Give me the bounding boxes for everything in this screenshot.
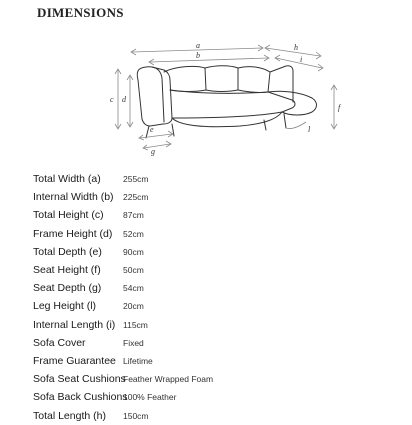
- label-c: c: [110, 95, 114, 104]
- label-g: g: [151, 147, 155, 156]
- spec-row: [33, 297, 393, 315]
- spec-label: Frame Guarantee: [33, 354, 116, 367]
- dim-b-line: [150, 58, 268, 62]
- spec-value: 255cm: [123, 174, 149, 185]
- left-arm-inner: [152, 67, 164, 122]
- left-arm: [137, 67, 172, 126]
- sofa-dimensions-diagram: [0, 30, 412, 160]
- spec-row: [33, 188, 393, 206]
- spec-row: [33, 170, 393, 188]
- spec-value: Feather Wrapped Foam: [123, 374, 214, 385]
- spec-value: 20cm: [123, 301, 144, 312]
- spec-row: [33, 225, 393, 243]
- spec-label: Sofa Cover: [33, 336, 86, 349]
- spec-value: 50cm: [123, 265, 144, 276]
- spec-label: Sofa Seat Cushions: [33, 373, 126, 386]
- dim-i-line: [276, 58, 322, 68]
- spec-row: [33, 316, 393, 334]
- label-f: f: [338, 103, 341, 112]
- spec-label: Total Height (c): [33, 209, 104, 222]
- label-l: l: [308, 125, 311, 134]
- specs-list: [33, 170, 393, 425]
- label-b: b: [196, 51, 200, 60]
- label-h: h: [294, 43, 298, 52]
- spec-row: [33, 334, 393, 352]
- leg-4: [284, 114, 286, 128]
- spec-value: Lifetime: [123, 355, 153, 366]
- spec-label: Total Length (h): [33, 409, 106, 422]
- dim-g-line: [144, 144, 170, 148]
- spec-value: 150cm: [123, 410, 149, 421]
- dim-e-line: [140, 134, 172, 138]
- leg-1: [146, 126, 149, 138]
- dim-l-leader: [286, 122, 306, 129]
- spec-label: Internal Length (i): [33, 318, 116, 331]
- spec-value: 87cm: [123, 210, 144, 221]
- back-cushion-2: [205, 66, 238, 92]
- spec-value: 54cm: [123, 283, 144, 294]
- dim-h-line: [266, 48, 320, 56]
- dimension-lines: [115, 45, 337, 150]
- spec-label: Seat Depth (g): [33, 282, 102, 295]
- label-e: e: [150, 125, 154, 134]
- spec-row: [33, 370, 393, 388]
- spec-row: [33, 243, 393, 261]
- spec-label: Sofa Back Cushions: [33, 391, 128, 404]
- spec-row: [33, 261, 393, 279]
- spec-row: [33, 406, 393, 424]
- spec-label: Total Depth (e): [33, 245, 102, 258]
- page-title: DIMENSIONS: [37, 5, 124, 20]
- label-a: a: [196, 41, 200, 50]
- spec-value: Fixed: [123, 337, 144, 348]
- seat-base: [170, 90, 295, 118]
- spec-value: 225cm: [123, 192, 149, 203]
- spec-label: Internal Width (b): [33, 191, 114, 204]
- spec-label: Seat Height (f): [33, 264, 101, 277]
- spec-row: [33, 206, 393, 224]
- spec-row: [33, 279, 393, 297]
- spec-value: 115cm: [123, 319, 148, 330]
- sofa-outline: [137, 66, 316, 138]
- spec-label: Total Width (a): [33, 173, 101, 186]
- back-cushion-3: [238, 67, 270, 93]
- label-i: i: [300, 55, 303, 64]
- label-d: d: [122, 95, 126, 104]
- spec-value: 90cm: [123, 246, 144, 257]
- spec-label: Frame Height (d): [33, 227, 113, 240]
- dimension-letters: [110, 41, 342, 156]
- spec-label: Leg Height (l): [33, 300, 97, 313]
- spec-value: 52cm: [123, 228, 144, 239]
- spec-row: [33, 352, 393, 370]
- spec-value: 100% Feather: [123, 392, 177, 403]
- spec-row: [33, 388, 393, 406]
